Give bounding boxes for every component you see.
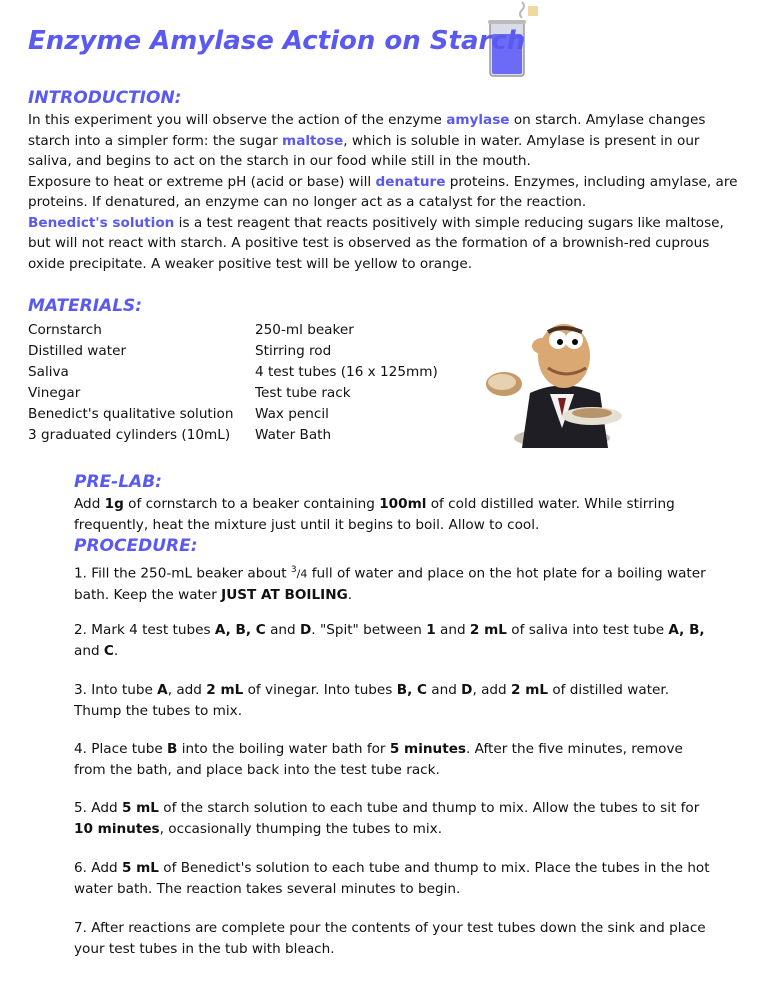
material-item: Test tube rack xyxy=(255,385,351,401)
denature-term: denature xyxy=(375,173,446,190)
prelab-text: Add 1g of cornstarch to a beaker containing 100ml of cold distilled water. While stirring frequently, heat the mixture just until it begins to boil. Allow to cool. xyxy=(74,496,675,533)
procedure-heading: PROCEDURE: xyxy=(74,536,198,556)
material-item: Water Bath xyxy=(255,427,332,443)
amylase-term: amylase xyxy=(446,112,510,128)
procedure-step-6: 6. Add 5 mL of Benedict's solution to each tube and thump to mix. Place the tubes in the hot water bath. The reaction takes several minutes to begin. xyxy=(74,860,710,897)
material-item: 3 graduated cylinders (10mL) xyxy=(28,427,231,443)
material-item: Cornstarch xyxy=(28,322,102,338)
material-item: Stirring rod xyxy=(255,343,332,359)
procedure-step-3: 3. Into tube A, add 2 mL of vinegar. Into tubes B, C and D, add 2 mL of distilled water. Thump the tubes to mix. xyxy=(74,682,670,719)
benedict-term: Benedict's solution xyxy=(28,214,175,231)
procedure-step-2: 2. Mark 4 test tubes A, B, C and D. "Spit" between 1 and 2 mL of saliva into test tube A, B, and C. xyxy=(74,622,705,659)
procedure-step-5: 5. Add 5 mL of the starch solution to each tube and thump to mix. Allow the tubes to sit for 10 minutes, occasionally thumping the tubes to mix. xyxy=(74,800,700,837)
material-item: Vinegar xyxy=(28,385,81,401)
material-item: Distilled water xyxy=(28,343,127,359)
material-item: Benedict's qualitative solution xyxy=(28,406,234,422)
clay-figure-illustration xyxy=(482,298,632,448)
procedure-step-1: 1. Fill the 250-mL beaker about $^3$/4 full of water and place on the hot plate for a boiling water bath. Keep the water JUST AT BOILING. xyxy=(74,565,706,604)
page-title: Enzyme Amylase Action on Starch xyxy=(28,26,526,56)
materials-heading: MATERIALS: xyxy=(28,296,143,316)
maltose-term: maltose xyxy=(282,132,344,149)
material-item: Saliva xyxy=(28,364,69,380)
procedure-step-4: 4. Place tube B into the boiling water bath for 5 minutes. After the five minutes, remove from the bath, and place back into the test tube rack. xyxy=(74,741,683,778)
intro-heading: INTRODUCTION: xyxy=(28,88,182,108)
procedure-step-7: 7. After reactions are complete pour the contents of your test tubes down the sink and place your test tubes in the tub with bleach. xyxy=(74,920,706,957)
materials-list-left xyxy=(28,320,233,446)
material-item: 4 test tubes (16 x 125mm) xyxy=(255,364,438,380)
material-item: Wax pencil xyxy=(255,406,329,422)
materials-list-right xyxy=(255,320,438,446)
intro-paragraph: In this experiment you will observe the action of the enzyme amylase on starch. Amylase changes starch into a simpler form: the sugar maltose, which is soluble in water. Amylase is present in our saliva, and begins to act on the starch in our food while still in the mouth. Exposure to heat or extreme pH (acid or base) will denature proteins. Enzymes, including amylase, are proteins. If denatured, an enzyme can no longer act as a catalyst for the reaction. Benedict's solution is a test reagent that reacts positively with simple reducing sugars like maltose, but will not react with starch. A positive test is observed as the formation of a brownish-red cuprous oxide precipitate. A weaker positive test will be yellow to orange. xyxy=(28,112,738,272)
prelab-heading: PRE-LAB: xyxy=(74,472,162,492)
material-item: 250-ml beaker xyxy=(255,322,354,338)
